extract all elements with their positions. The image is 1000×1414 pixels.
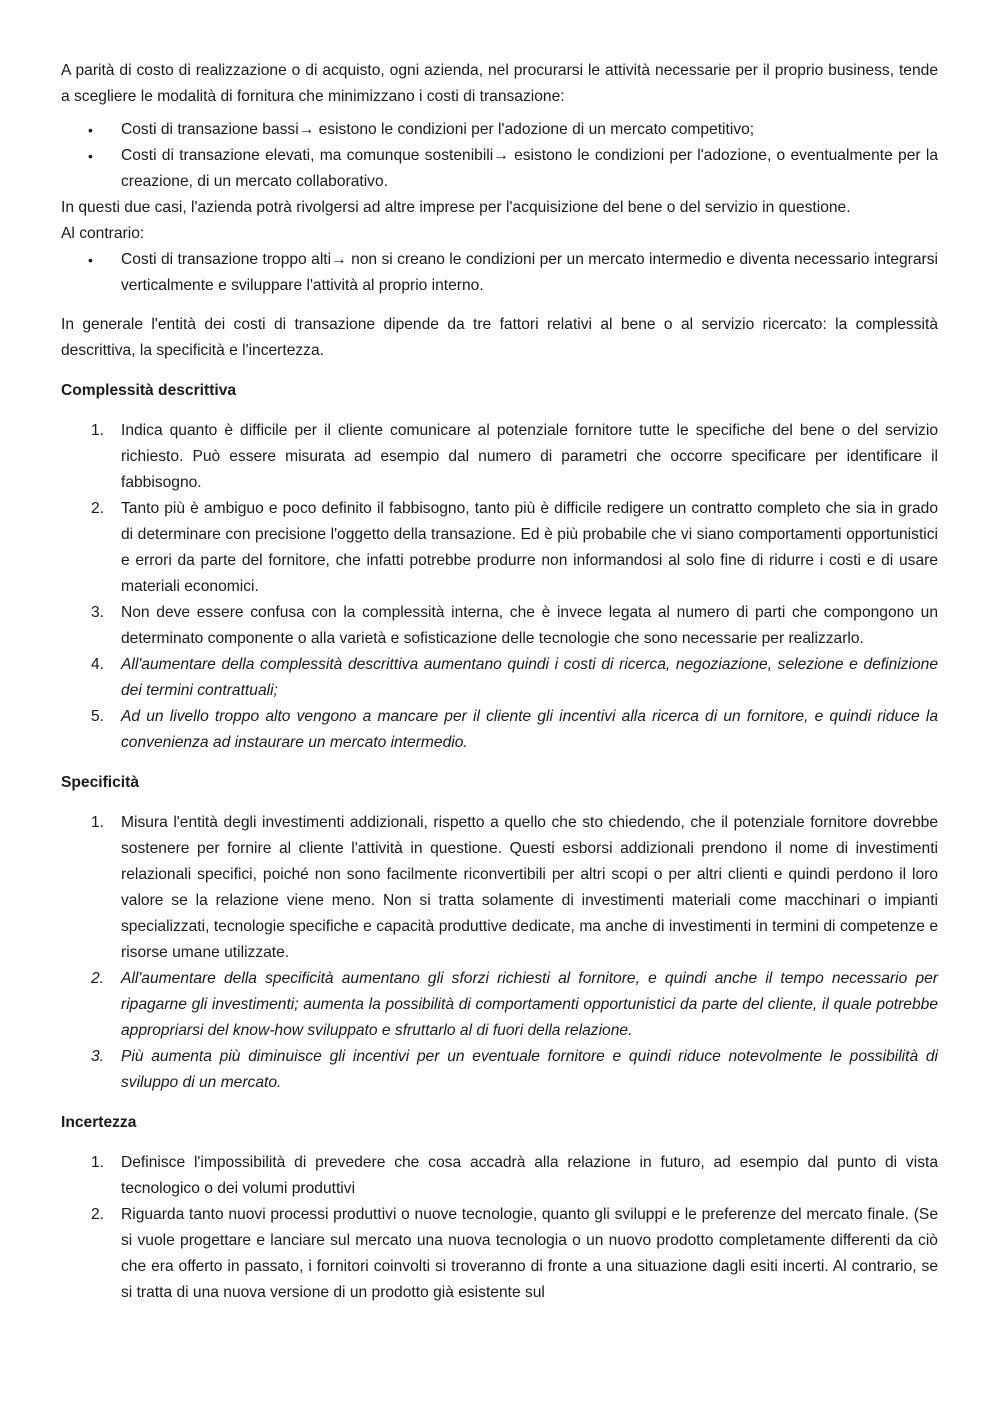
list-item bbox=[61, 247, 938, 299]
list-number: 1. bbox=[91, 1154, 105, 1171]
section-heading: Complessità descrittiva bbox=[61, 382, 237, 399]
list-item-text: Tanto più è ambiguo e poco definito il fabbisogno, tanto più è difficile redigere un contratto completo che sia in grado di determinare con precisione l'oggetto della transazione. Ed è più probabile che vi siano comportamenti opportunistici e errori da parte del fornitore, che infatti potrebbe produrre non informandosi al solo fine di ridurre i costi e di usare materiali economici. bbox=[121, 500, 938, 595]
list-item bbox=[61, 1150, 938, 1202]
list-number: 3. bbox=[91, 604, 105, 621]
list-item-text: All'aumentare della complessità descrittiva aumentano quindi i costi di ricerca, negoziazione, selezione e definizione dei termini contrattuali; bbox=[121, 656, 938, 699]
list-number: 2. bbox=[91, 970, 105, 987]
list-item bbox=[61, 704, 938, 756]
list-item-text: Costi di transazione bassi→ esistono le condizioni per l'adozione di un mercato competitivo; bbox=[121, 121, 755, 138]
bullet-list-transaction-costs bbox=[61, 117, 938, 195]
list-number: 2. bbox=[91, 1206, 105, 1223]
bullet-icon: • bbox=[88, 148, 93, 164]
numbered-list bbox=[61, 1150, 938, 1306]
section-heading: Specificità bbox=[61, 774, 139, 791]
list-number: 5. bbox=[91, 708, 105, 725]
list-item bbox=[61, 143, 938, 195]
list-item-text: Ad un livello troppo alto vengono a mancare per il cliente gli incentivi alla ricerca di un fornitore, e quindi riduce la convenienza ad instaurare un mercato intermedio. bbox=[121, 708, 938, 751]
bullet-icon: • bbox=[88, 252, 93, 268]
list-item-text: Misura l'entità degli investimenti addizionali, rispetto a quello che sto chiedendo, che il potenziale fornitore dovrebbe sostenere per fornire al cliente l'attività in questione. Questi esborsi addizionali prendono il nome di investimenti relazionali specifici, poiché non sono facilmente riconvertibili per altri scopi o per altri clienti e quindi perdono il loro valore se la relazione viene meno. Non si tratta solamente di investimenti materiali come macchinari o impianti specializzati, tecnologie specifiche e capacità produttive dedicate, ma anche di investimenti in termini di competenze e risorse umane utilizzate. bbox=[121, 814, 938, 961]
list-number: 3. bbox=[91, 1048, 105, 1065]
list-item bbox=[61, 1044, 938, 1096]
list-item bbox=[61, 418, 938, 496]
list-number: 4. bbox=[91, 656, 105, 673]
list-item-text: All'aumentare della specificità aumentano gli sforzi richiesti al fornitore, e quindi anche il tempo necessario per ripagarne gli investimenti; aumenta la possibilità di comportamenti opportunistici da parte del cliente, il quale potrebbe appropriarsi del know-how sviluppato e sfruttarlo al di fuori della relazione. bbox=[121, 970, 938, 1039]
list-item-text: Non deve essere confusa con la complessità interna, che è invece legata al numero di parti che compongono un determinato componente o alla varietà e sofisticazione delle tecnologie che sono necessarie per realizzarlo. bbox=[121, 604, 938, 647]
list-item bbox=[61, 117, 938, 143]
list-item bbox=[61, 496, 938, 600]
numbered-list bbox=[61, 810, 938, 1096]
section-heading: Incertezza bbox=[61, 1114, 137, 1131]
bullet-icon: • bbox=[88, 122, 93, 138]
list-item-text: Costi di transazione elevati, ma comunque sostenibili→ esistono le condizioni per l'adozione, o eventualmente per la creazione, di un mercato collaborativo. bbox=[121, 147, 938, 190]
intro-paragraph: A parità di costo di realizzazione o di acquisto, ogni azienda, nel procurarsi le attività necessarie per il proprio business, tende a scegliere le modalità di fornitura che minimizzano i costi di transazione: bbox=[61, 62, 938, 105]
list-item bbox=[61, 810, 938, 966]
list-item-text: Più aumenta più diminuisce gli incentivi per un eventuale fornitore e quindi riduce notevolmente le possibilità di sviluppo di un mercato. bbox=[121, 1048, 938, 1091]
list-item bbox=[61, 652, 938, 704]
paragraph: Al contrario: bbox=[61, 225, 145, 242]
list-item-text: Definisce l'impossibilità di prevedere che cosa accadrà alla relazione in futuro, ad esempio dal punto di vista tecnologico o dei volumi produttivi bbox=[121, 1154, 938, 1197]
list-item bbox=[61, 1202, 938, 1306]
numbered-list bbox=[61, 418, 938, 756]
paragraph: In questi due casi, l'azienda potrà rivolgersi ad altre imprese per l'acquisizione del bene o del servizio in questione. bbox=[61, 199, 851, 216]
list-number: 2. bbox=[91, 500, 105, 517]
list-item-text: Costi di transazione troppo alti→ non si creano le condizioni per un mercato intermedio e diventa necessario integrarsi verticalmente e sviluppare l'attività al proprio interno. bbox=[121, 251, 938, 294]
bullet-list-high-costs bbox=[61, 247, 938, 299]
list-item-text: Riguarda tanto nuovi processi produttivi o nuove tecnologie, quanto gli sviluppi e le preferenze del mercato finale. (Se si vuole progettare e lanciare sul mercato una nuova tecnologia o un nuovo prodotto completamente differenti da ciò che era offerto in passato, i fornitori coinvolti si troveranno di fronte a una situazione dagli esiti incerti. Al contrario, se si tratta di una nuova versione di un prodotto già esistente sul bbox=[121, 1206, 938, 1301]
list-item bbox=[61, 600, 938, 652]
list-number: 1. bbox=[91, 422, 105, 439]
list-number: 1. bbox=[91, 814, 105, 831]
list-item-text: Indica quanto è difficile per il cliente comunicare al potenziale fornitore tutte le specifiche del bene o del servizio richiesto. Può essere misurata ad esempio dal numero di parametri che occorre specificare per identificare il fabbisogno. bbox=[121, 422, 938, 491]
list-item bbox=[61, 966, 938, 1044]
paragraph: In generale l'entità dei costi di transazione dipende da tre fattori relativi al bene o al servizio ricercato: la complessità descrittiva, la specificità e l'incertezza. bbox=[61, 316, 938, 359]
